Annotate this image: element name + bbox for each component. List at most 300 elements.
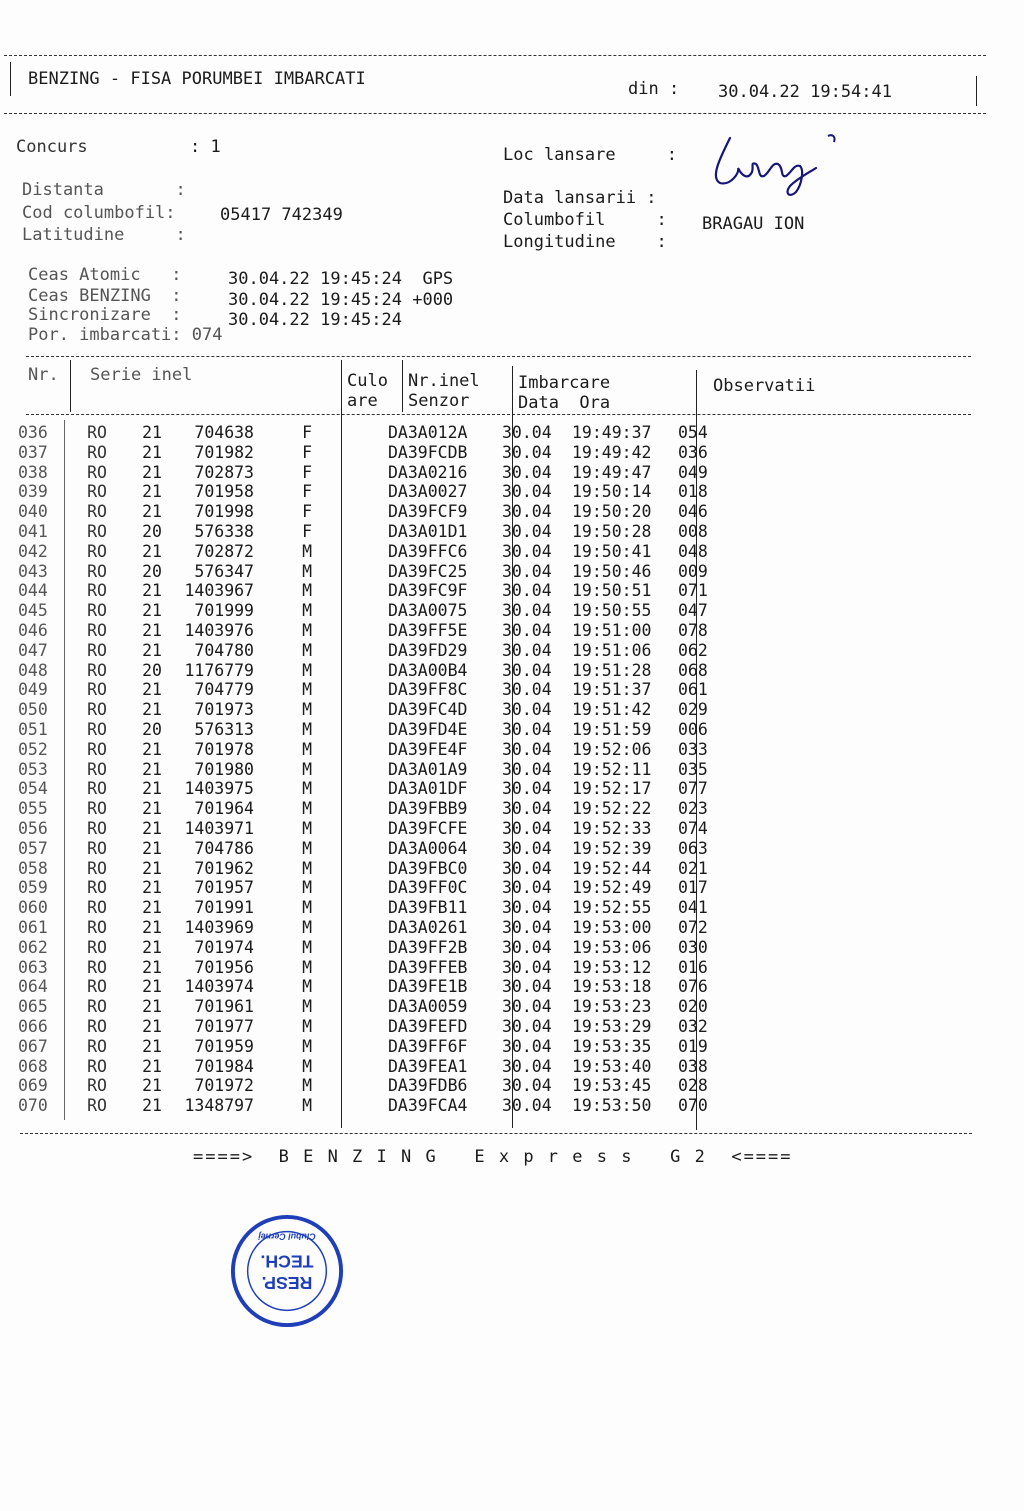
observation-cell: 035 xyxy=(678,759,708,779)
table-row xyxy=(18,680,738,700)
color-cell-cell xyxy=(318,1037,378,1057)
sensor-id-cell: DA39FD4E xyxy=(388,719,468,739)
country-code-cell: RO xyxy=(87,739,107,759)
sex-cell: F xyxy=(302,442,312,462)
embark-date-cell: 30.04 xyxy=(502,620,552,640)
embark-time-cell: 19:50:46 xyxy=(572,561,652,581)
observation-cell: 074 xyxy=(678,818,708,838)
color-cell-cell xyxy=(318,1057,378,1077)
observation-cell: 009 xyxy=(678,561,708,581)
embark-time-cell: 19:51:59 xyxy=(572,719,652,739)
ring-number-cell: 704638 xyxy=(194,423,254,442)
observation-cell: 076 xyxy=(678,977,708,997)
ring-number-cell: 701991 xyxy=(194,898,254,918)
header-datetime: 30.04.22 19:54:41 xyxy=(718,82,892,102)
table-row xyxy=(18,661,738,681)
embark-time-cell: 19:49:47 xyxy=(572,462,652,482)
row-number-cell: 057 xyxy=(18,838,48,858)
country-code-cell: RO xyxy=(87,442,107,462)
country-code-cell: RO xyxy=(87,997,107,1017)
sex-cell: F xyxy=(302,482,312,502)
table-row xyxy=(18,898,738,918)
country-code-cell: RO xyxy=(87,799,107,819)
observation-cell: 016 xyxy=(678,957,708,977)
embark-time-cell: 19:53:35 xyxy=(572,1036,652,1056)
embark-time-cell: 19:50:55 xyxy=(572,601,652,621)
row-number-cell: 036 xyxy=(18,423,48,442)
columbofil-value: BRAGAU ION xyxy=(702,214,805,234)
col-header-nr-inel: Nr.inel xyxy=(408,371,480,391)
sensor-id-cell: DA39FEA1 xyxy=(388,1056,468,1076)
observation-cell: 063 xyxy=(678,838,708,858)
color-cell-cell xyxy=(318,482,378,502)
sensor-id-cell: DA39FE1B xyxy=(388,977,468,997)
concurs-value: : 1 xyxy=(190,137,221,157)
ring-number-cell: 701999 xyxy=(194,601,254,621)
sensor-id-cell: DA39FF5E xyxy=(388,620,468,640)
embark-time-cell: 19:50:20 xyxy=(572,502,652,522)
observation-cell: 061 xyxy=(678,680,708,700)
sensor-id-cell: DA39FF0C xyxy=(388,878,468,898)
embark-date-cell: 30.04 xyxy=(502,502,552,522)
table-row xyxy=(18,423,738,443)
embark-time-cell: 19:52:22 xyxy=(572,799,652,819)
embark-time-cell: 19:53:45 xyxy=(572,1076,652,1096)
ring-number-cell: 702872 xyxy=(194,541,254,561)
distanta-label: Distanta : xyxy=(22,180,186,200)
color-cell-cell xyxy=(318,859,378,879)
embark-time-cell: 19:51:28 xyxy=(572,660,652,680)
sensor-id-cell: DA3A0216 xyxy=(388,462,468,482)
sensor-id-cell: DA39FF6F xyxy=(388,1036,468,1056)
ring-year-cell: 21 xyxy=(142,640,162,660)
club-stamp xyxy=(228,1212,346,1330)
country-code-cell: RO xyxy=(87,680,107,700)
ring-number-cell: 576347 xyxy=(194,561,254,581)
table-row xyxy=(18,700,738,720)
color-cell-cell xyxy=(318,839,378,859)
sensor-id-cell: DA39FFC6 xyxy=(388,541,468,561)
embark-date-cell: 30.04 xyxy=(502,838,552,858)
ring-year-cell: 21 xyxy=(142,541,162,561)
row-number-cell: 056 xyxy=(18,818,48,838)
color-cell-cell xyxy=(318,661,378,681)
ring-year-cell: 21 xyxy=(142,898,162,918)
row-number-cell: 043 xyxy=(18,561,48,581)
color-cell-cell xyxy=(318,1096,378,1116)
sex-cell: M xyxy=(302,957,312,977)
observation-cell: 048 xyxy=(678,541,708,561)
embark-time-cell: 19:53:23 xyxy=(572,997,652,1017)
ring-number-cell: 701958 xyxy=(194,482,254,502)
row-number-cell: 062 xyxy=(18,937,48,957)
ring-number-cell: 1403975 xyxy=(184,779,254,799)
sensor-id-cell: DA3A01A9 xyxy=(388,759,468,779)
sex-cell: M xyxy=(302,541,312,561)
table-row xyxy=(18,819,738,839)
embark-date-cell: 30.04 xyxy=(502,700,552,720)
embark-date-cell: 30.04 xyxy=(502,1076,552,1096)
color-cell-cell xyxy=(318,621,378,641)
embark-date-cell: 30.04 xyxy=(502,1056,552,1076)
ring-number-cell: 701973 xyxy=(194,700,254,720)
header-bottom-rule xyxy=(4,113,986,114)
row-number-cell: 066 xyxy=(18,1016,48,1036)
col-header-imbarcare: Imbarcare xyxy=(518,373,611,393)
sensor-id-cell: DA39FCDB xyxy=(388,442,468,462)
row-number-cell: 039 xyxy=(18,482,48,502)
ring-year-cell: 21 xyxy=(142,759,162,779)
row-number-cell: 069 xyxy=(18,1076,48,1096)
document-title: BENZING - FISA PORUMBEI IMBARCATI xyxy=(28,69,366,89)
columbofil-label: Columbofil : xyxy=(503,210,667,230)
col-header-culoare-1: Culo xyxy=(347,371,388,391)
embark-date-cell: 30.04 xyxy=(502,660,552,680)
ring-year-cell: 21 xyxy=(142,700,162,720)
color-cell-cell xyxy=(318,997,378,1017)
sex-cell: M xyxy=(302,620,312,640)
color-cell-cell xyxy=(318,1076,378,1096)
embark-time-cell: 19:51:00 xyxy=(572,620,652,640)
ring-year-cell: 21 xyxy=(142,1096,162,1116)
table-row xyxy=(18,1096,738,1116)
embark-time-cell: 19:52:11 xyxy=(572,759,652,779)
embark-time-cell: 19:50:51 xyxy=(572,581,652,601)
table-row xyxy=(18,1076,738,1096)
observation-cell: 062 xyxy=(678,640,708,660)
embark-time-cell: 19:53:29 xyxy=(572,1016,652,1036)
sensor-id-cell: DA39FC9F xyxy=(388,581,468,601)
sex-cell: M xyxy=(302,700,312,720)
table-row xyxy=(18,502,738,522)
ring-number-cell: 1403974 xyxy=(184,977,254,997)
ring-year-cell: 20 xyxy=(142,719,162,739)
sensor-id-cell: DA3A0027 xyxy=(388,482,468,502)
sex-cell: M xyxy=(302,581,312,601)
ring-number-cell: 701984 xyxy=(194,1056,254,1076)
embark-date-cell: 30.04 xyxy=(502,462,552,482)
ring-number-cell: 701980 xyxy=(194,759,254,779)
embark-time-cell: 19:52:17 xyxy=(572,779,652,799)
embark-date-cell: 30.04 xyxy=(502,799,552,819)
embark-time-cell: 19:52:44 xyxy=(572,858,652,878)
sex-cell: M xyxy=(302,997,312,1017)
data-lansarii-label: Data lansarii : xyxy=(503,188,657,208)
sensor-id-cell: DA3A0059 xyxy=(388,997,468,1017)
observation-cell: 077 xyxy=(678,779,708,799)
ring-number-cell: 1403969 xyxy=(184,917,254,937)
observation-cell: 049 xyxy=(678,462,708,482)
sensor-id-cell: DA39FBC0 xyxy=(388,858,468,878)
embark-date-cell: 30.04 xyxy=(502,917,552,937)
row-number-cell: 054 xyxy=(18,779,48,799)
embark-date-cell: 30.04 xyxy=(502,858,552,878)
row-number-cell: 040 xyxy=(18,502,48,522)
ring-year-cell: 20 xyxy=(142,660,162,680)
embark-date-cell: 30.04 xyxy=(502,482,552,502)
svg-text:RESP.: RESP. xyxy=(261,1272,313,1293)
color-cell-cell xyxy=(318,601,378,621)
country-code-cell: RO xyxy=(87,937,107,957)
embark-time-cell: 19:51:37 xyxy=(572,680,652,700)
observation-cell: 041 xyxy=(678,898,708,918)
ring-year-cell: 21 xyxy=(142,858,162,878)
row-number-cell: 050 xyxy=(18,700,48,720)
country-code-cell: RO xyxy=(87,700,107,720)
color-cell-cell xyxy=(318,700,378,720)
observation-cell: 068 xyxy=(678,660,708,680)
sensor-id-cell: DA3A0064 xyxy=(388,838,468,858)
sex-cell: M xyxy=(302,878,312,898)
sex-cell: F xyxy=(302,462,312,482)
table-row xyxy=(18,878,738,898)
row-number-cell: 065 xyxy=(18,997,48,1017)
ring-number-cell: 1176779 xyxy=(184,660,254,680)
row-number-cell: 053 xyxy=(18,759,48,779)
color-cell-cell xyxy=(318,760,378,780)
footer-brand-line: ====> B E N Z I N G E x p r e s s G 2 <==== xyxy=(193,1147,793,1167)
sex-cell: F xyxy=(302,423,312,442)
observation-cell: 029 xyxy=(678,700,708,720)
color-cell-cell xyxy=(318,799,378,819)
table-row xyxy=(18,760,738,780)
sex-cell: M xyxy=(302,779,312,799)
ring-number-cell: 704786 xyxy=(194,838,254,858)
observation-cell: 054 xyxy=(678,423,708,442)
embark-date-cell: 30.04 xyxy=(502,878,552,898)
sensor-id-cell: DA39FD29 xyxy=(388,640,468,660)
sex-cell: M xyxy=(302,818,312,838)
porumbei-imbarcati-label: Por. imbarcati: 074 xyxy=(28,325,223,345)
ring-year-cell: 21 xyxy=(142,423,162,442)
sex-cell: M xyxy=(302,739,312,759)
observation-cell: 071 xyxy=(678,581,708,601)
embark-date-cell: 30.04 xyxy=(502,680,552,700)
svg-text:TECH.: TECH. xyxy=(260,1251,314,1272)
sensor-id-cell: DA3A012A xyxy=(388,423,468,442)
table-row xyxy=(18,562,738,582)
country-code-cell: RO xyxy=(87,1076,107,1096)
sensor-id-cell: DA3A0261 xyxy=(388,917,468,937)
color-cell-cell xyxy=(318,581,378,601)
color-cell-cell xyxy=(318,720,378,740)
row-number-cell: 064 xyxy=(18,977,48,997)
sex-cell: M xyxy=(302,601,312,621)
ring-number-cell: 1348797 xyxy=(184,1096,254,1116)
country-code-cell: RO xyxy=(87,521,107,541)
embark-date-cell: 30.04 xyxy=(502,521,552,541)
observation-cell: 070 xyxy=(678,1096,708,1116)
header-left-border xyxy=(10,62,11,96)
table-row xyxy=(18,958,738,978)
embark-date-cell: 30.04 xyxy=(502,759,552,779)
row-number-cell: 049 xyxy=(18,680,48,700)
country-code-cell: RO xyxy=(87,581,107,601)
color-cell-cell xyxy=(318,641,378,661)
sex-cell: M xyxy=(302,1056,312,1076)
country-code-cell: RO xyxy=(87,779,107,799)
observation-cell: 021 xyxy=(678,858,708,878)
ring-year-cell: 21 xyxy=(142,1016,162,1036)
sensor-id-cell: DA39FB11 xyxy=(388,898,468,918)
ring-year-cell: 21 xyxy=(142,462,162,482)
ring-number-cell: 701972 xyxy=(194,1076,254,1096)
country-code-cell: RO xyxy=(87,502,107,522)
ring-year-cell: 21 xyxy=(142,977,162,997)
embark-time-cell: 19:53:50 xyxy=(572,1096,652,1116)
country-code-cell: RO xyxy=(87,838,107,858)
embark-time-cell: 19:52:39 xyxy=(572,838,652,858)
observation-cell: 038 xyxy=(678,1056,708,1076)
sensor-id-cell: DA39FE4F xyxy=(388,739,468,759)
country-code-cell: RO xyxy=(87,1036,107,1056)
sincronizare-value: 30.04.22 19:45:24 xyxy=(228,310,402,330)
row-number-cell: 058 xyxy=(18,858,48,878)
row-number-cell: 052 xyxy=(18,739,48,759)
sex-cell: M xyxy=(302,838,312,858)
col-header-nr: Nr. xyxy=(28,365,59,385)
embark-date-cell: 30.04 xyxy=(502,739,552,759)
embark-time-cell: 19:51:42 xyxy=(572,700,652,720)
observation-cell: 030 xyxy=(678,937,708,957)
table-row xyxy=(18,581,738,601)
sex-cell: M xyxy=(302,937,312,957)
ceas-benzing-value: 30.04.22 19:45:24 +000 xyxy=(228,290,454,310)
country-code-cell: RO xyxy=(87,818,107,838)
col-divider-culoare xyxy=(402,360,403,412)
table-bottom-rule xyxy=(20,1133,972,1134)
embark-time-cell: 19:53:40 xyxy=(572,1056,652,1076)
sex-cell: M xyxy=(302,719,312,739)
ring-number-cell: 1403967 xyxy=(184,581,254,601)
country-code-cell: RO xyxy=(87,482,107,502)
row-number-cell: 038 xyxy=(18,462,48,482)
ring-number-cell: 576338 xyxy=(194,521,254,541)
ring-year-cell: 21 xyxy=(142,997,162,1017)
row-number-cell: 059 xyxy=(18,878,48,898)
ring-year-cell: 21 xyxy=(142,937,162,957)
country-code-cell: RO xyxy=(87,660,107,680)
sex-cell: M xyxy=(302,660,312,680)
ring-year-cell: 21 xyxy=(142,957,162,977)
col-header-culoare-2: are xyxy=(347,391,378,411)
embark-time-cell: 19:49:37 xyxy=(572,423,652,442)
sex-cell: M xyxy=(302,799,312,819)
color-cell-cell xyxy=(318,819,378,839)
ring-year-cell: 21 xyxy=(142,680,162,700)
embark-time-cell: 19:50:14 xyxy=(572,482,652,502)
embark-date-cell: 30.04 xyxy=(502,581,552,601)
observation-cell: 028 xyxy=(678,1076,708,1096)
sensor-id-cell: DA39FEFD xyxy=(388,1016,468,1036)
sex-cell: M xyxy=(302,759,312,779)
embark-date-cell: 30.04 xyxy=(502,442,552,462)
observation-cell: 018 xyxy=(678,482,708,502)
embark-date-cell: 30.04 xyxy=(502,977,552,997)
ring-number-cell: 701982 xyxy=(194,442,254,462)
ring-number-cell: 701957 xyxy=(194,878,254,898)
row-number-cell: 037 xyxy=(18,442,48,462)
row-number-cell: 045 xyxy=(18,601,48,621)
embark-date-cell: 30.04 xyxy=(502,997,552,1017)
ring-year-cell: 21 xyxy=(142,601,162,621)
sensor-id-cell: DA39FF2B xyxy=(388,937,468,957)
table-row xyxy=(18,740,738,760)
table-row xyxy=(18,977,738,997)
row-number-cell: 055 xyxy=(18,799,48,819)
table-top-rule xyxy=(26,356,971,357)
ceas-atomic-value: 30.04.22 19:45:24 GPS xyxy=(228,269,454,289)
embark-date-cell: 30.04 xyxy=(502,423,552,442)
embark-date-cell: 30.04 xyxy=(502,779,552,799)
color-cell-cell xyxy=(318,958,378,978)
embark-date-cell: 30.04 xyxy=(502,957,552,977)
ring-year-cell: 21 xyxy=(142,779,162,799)
color-cell-cell xyxy=(318,918,378,938)
table-row xyxy=(18,720,738,740)
ring-number-cell: 701978 xyxy=(194,739,254,759)
country-code-cell: RO xyxy=(87,1056,107,1076)
row-number-cell: 047 xyxy=(18,640,48,660)
ring-year-cell: 21 xyxy=(142,799,162,819)
ring-number-cell: 701961 xyxy=(194,997,254,1017)
row-number-cell: 061 xyxy=(18,917,48,937)
row-number-cell: 046 xyxy=(18,620,48,640)
table-row xyxy=(18,938,738,958)
embark-time-cell: 19:53:12 xyxy=(572,957,652,977)
ring-year-cell: 21 xyxy=(142,739,162,759)
embark-date-cell: 30.04 xyxy=(502,1096,552,1116)
ring-number-cell: 701956 xyxy=(194,957,254,977)
country-code-cell: RO xyxy=(87,957,107,977)
sensor-id-cell: DA39FC25 xyxy=(388,561,468,581)
country-code-cell: RO xyxy=(87,620,107,640)
sex-cell: M xyxy=(302,1096,312,1116)
sex-cell: M xyxy=(302,898,312,918)
table-row xyxy=(18,1037,738,1057)
embark-time-cell: 19:53:18 xyxy=(572,977,652,997)
ring-number-cell: 701964 xyxy=(194,799,254,819)
table-row xyxy=(18,463,738,483)
sex-cell: M xyxy=(302,858,312,878)
table-row xyxy=(18,918,738,938)
country-code-cell: RO xyxy=(87,858,107,878)
embark-date-cell: 30.04 xyxy=(502,1036,552,1056)
country-code-cell: RO xyxy=(87,541,107,561)
ceas-atomic-label: Ceas Atomic : xyxy=(28,265,182,285)
country-code-cell: RO xyxy=(87,561,107,581)
table-row xyxy=(18,542,738,562)
observation-cell: 072 xyxy=(678,917,708,937)
latitudine-label: Latitudine : xyxy=(22,225,186,245)
country-code-cell: RO xyxy=(87,878,107,898)
sensor-id-cell: DA39FCFE xyxy=(388,818,468,838)
ceas-benzing-label: Ceas BENZING : xyxy=(28,286,182,306)
color-cell-cell xyxy=(318,938,378,958)
header-din-label: din : xyxy=(628,79,680,99)
sex-cell: M xyxy=(302,561,312,581)
observation-cell: 036 xyxy=(678,442,708,462)
table-row xyxy=(18,799,738,819)
ring-number-cell: 1403971 xyxy=(184,818,254,838)
embark-time-cell: 19:50:28 xyxy=(572,521,652,541)
sensor-id-cell: DA3A01DF xyxy=(388,779,468,799)
color-cell-cell xyxy=(318,502,378,522)
observation-cell: 008 xyxy=(678,521,708,541)
color-cell-cell xyxy=(318,977,378,997)
ring-year-cell: 21 xyxy=(142,502,162,522)
sex-cell: M xyxy=(302,640,312,660)
